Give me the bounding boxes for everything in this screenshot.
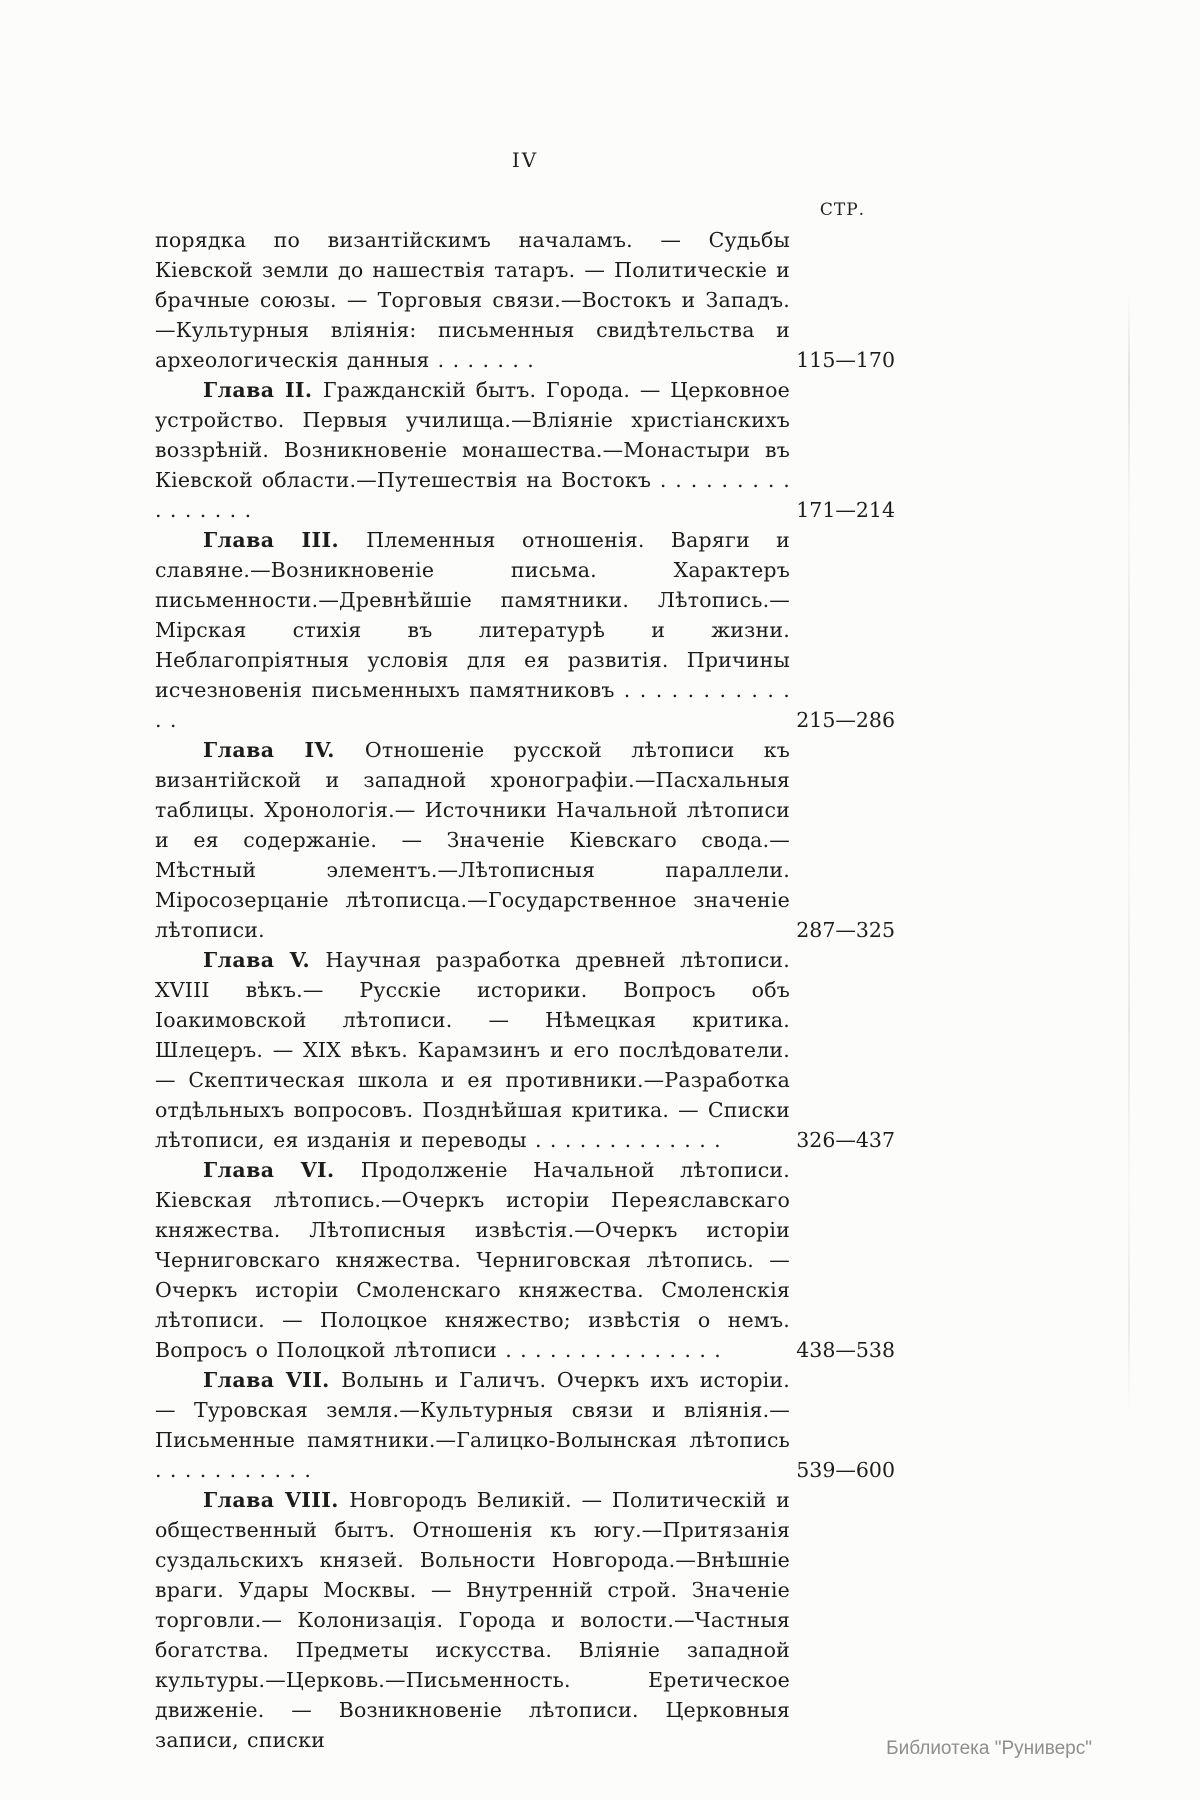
- toc-entry-text: [155, 1155, 790, 1365]
- entry-body: порядка по византійскимъ началамъ. — Судьбы Кіевской земли до нашествія татаръ. — Политическіе и брачные союзы. — Торговыя связи.—Востокъ и Западъ.—Культурныя вліянія: письменныя свидѣтельства и археологическія данныя . . . . . . .: [155, 228, 790, 372]
- page-range: 171—214: [796, 498, 895, 522]
- chapter-label: Глава VIII.: [203, 1488, 350, 1512]
- toc-entry: [155, 375, 895, 525]
- entry-body: Волынь и Галичъ. Очеркъ ихъ исторіи. — Туровская земля.—Культурныя связи и вліянія.—Письменные памятники.—Галицко-Волынская лѣтопись . . . . . . . . . . .: [155, 1368, 790, 1482]
- toc-entry: [155, 945, 895, 1155]
- page-number: IV: [511, 148, 539, 172]
- page-range: 539—600: [796, 1458, 895, 1482]
- scan-edge-artifact: [1128, 290, 1130, 1410]
- chapter-label: Глава II.: [203, 378, 323, 402]
- toc-entry: [155, 1365, 895, 1485]
- entry-body: Племенныя отношенія. Варяги и славяне.—Возникновеніе письма. Характеръ письменности.—Древнѣйшіе памятники. Лѣтопись.— Мірская стихія въ литературѣ и жизни. Неблагопріятныя условія для ея развитія. Причины исчезновенія письменныхъ памятниковъ . . . . . . . . . . . . .: [155, 528, 790, 732]
- chapter-label: Глава IV.: [203, 738, 365, 762]
- chapter-label: Глава VI.: [203, 1158, 361, 1182]
- entry-body: Гражданскій бытъ. Города. — Церковное устройство. Первыя училища.—Вліяніе христіанскихъ воззрѣній. Возникновеніе монашества.—Монастыри въ Кіевской области.—Путешествія на Востокъ . . . . . . . . . . . . . . . .: [155, 378, 790, 522]
- entry-body: Продолженіе Начальной лѣтописи. Кіевская лѣтопись.—Очеркъ исторіи Переяславскаго княжества. Лѣтописныя извѣстія.—Очеркъ исторіи Черниговскаго княжества. Черниговская лѣтопись. — Очеркъ исторіи Смоленскаго княжества. Смоленскія лѣтописи. — Полоцкое княжество; извѣстія о немъ. Вопросъ о Полоцкой лѣтописи . . . . . . . . . . . . . . .: [155, 1158, 791, 1362]
- chapter-label: Глава V.: [203, 948, 326, 972]
- page-range: 326—437: [796, 1128, 895, 1152]
- entry-body: Новгородъ Великій. — Политическій и общественный бытъ. Отношенія къ югу.—Притязанія суздальскихъ князей. Вольности Новгорода.—Внѣшніе враги. Удары Москвы. — Внутренній строй. Значеніе торговли.— Колонизація. Города и волости.—Частныя богатства. Предметы искусства. Вліяніе западной культуры.—Церковь.—Письменность. Еретическое движеніе. — Возникновеніе лѣтописи. Церковныя записи, списки: [155, 1488, 790, 1752]
- toc-entry: [155, 1485, 895, 1755]
- toc-entry-text: [155, 375, 790, 525]
- page-range: 287—325: [796, 918, 895, 942]
- page-range: 115—170: [796, 348, 895, 372]
- toc-entry: [155, 735, 895, 945]
- toc-entry-text: [155, 1365, 790, 1485]
- page-range: 215—286: [796, 708, 895, 732]
- toc-entry-text: [155, 945, 790, 1155]
- toc-entry-text: [155, 225, 790, 375]
- pages-column-header: СТР.: [819, 200, 866, 220]
- toc-entry-text: [155, 735, 790, 945]
- toc-entry: [155, 225, 895, 375]
- toc-entry-text: [155, 525, 790, 735]
- chapter-label: Глава VII.: [203, 1368, 342, 1392]
- watermark: Библиотека "Руниверс": [886, 1738, 1092, 1759]
- toc-list: [155, 225, 895, 1755]
- toc-entry: [155, 1155, 895, 1365]
- entry-body: Отношеніе русской лѣтописи къ византійской и западной хронографіи.—Пасхальныя таблицы. Хронологія.— Источники Начальной лѣтописи и ея содержаніе. — Значеніе Кіевскаго свода.—Мѣстный элементъ.—Лѣтописныя параллели. Міросозерцаніе лѣтописца.—Государственное значеніе лѣтописи.: [155, 738, 790, 942]
- toc-entry-text: [155, 1485, 790, 1755]
- chapter-label: Глава III.: [203, 528, 367, 552]
- entry-body: Научная разработка древней лѣтописи. XVIII вѣкъ.— Русскіе историки. Вопросъ объ Іоакимовской лѣтописи. — Нѣмецкая критика. Шлецеръ. — XIX вѣкъ. Карамзинъ и его послѣдователи. — Скептическая школа и ея противники.—Разработка отдѣльныхъ вопросовъ. Позднѣйшая критика. — Списки лѣтописи, ея изданія и переводы . . . . . . . . . . . . .: [155, 948, 790, 1152]
- page-range: 438—538: [796, 1338, 895, 1362]
- toc-entry: [155, 525, 895, 735]
